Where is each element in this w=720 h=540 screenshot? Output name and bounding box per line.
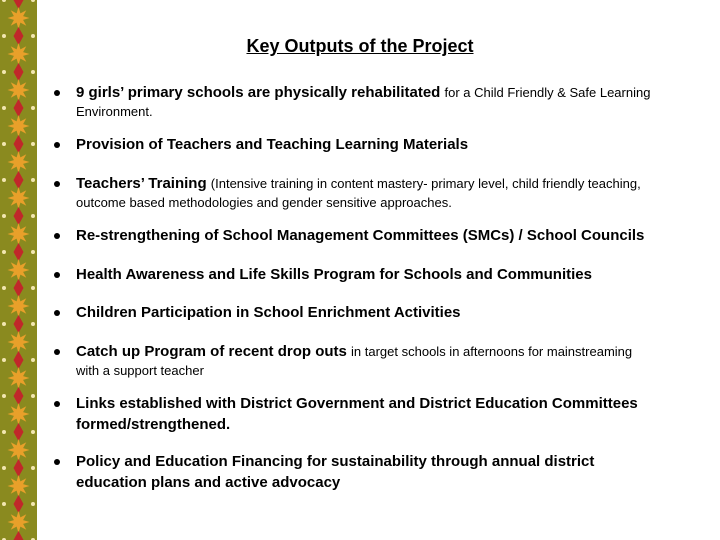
border-diamond (14, 135, 24, 153)
border-diamond (14, 207, 24, 225)
border-dot (31, 106, 35, 110)
bullet-dot (54, 90, 60, 96)
border-star (8, 331, 30, 353)
border-diamond (14, 63, 24, 81)
border-dot (31, 178, 35, 182)
border-star (8, 439, 30, 461)
border-dot (31, 466, 35, 470)
bullet-main-text: Catch up Program of recent drop outs (76, 343, 347, 360)
border-dot (31, 250, 35, 254)
bullet-item-6 (76, 302, 706, 323)
border-diamond (14, 459, 24, 477)
border-star (8, 7, 30, 29)
border-dot (2, 0, 6, 2)
border-diamond (14, 495, 24, 513)
border-star (8, 295, 30, 317)
bullet-main-text-line2: education plans and active advocacy (76, 474, 341, 491)
border-dot (31, 358, 35, 362)
bullet-dot (54, 459, 60, 465)
bullet-dot (54, 233, 60, 239)
bullet-dot (54, 401, 60, 407)
bullet-continuation-text: outcome based methodologies and gender sensitive approaches. (76, 195, 452, 210)
bullet-main-text: Children Participation in School Enrichment Activities (76, 304, 461, 321)
slide-title: Key Outputs of the Project (246, 36, 474, 56)
border-diamond (14, 387, 24, 405)
border-dot (2, 250, 6, 254)
border-star (8, 115, 30, 137)
bullet-main-text-line2: formed/strengthened. (76, 416, 231, 433)
bullet-main-text: Provision of Teachers and Teaching Learning Materials (76, 136, 469, 153)
bullet-continuation-text: Environment. (76, 104, 153, 119)
border-diamond (14, 99, 24, 117)
border-dot (2, 358, 6, 362)
border-dot (31, 142, 35, 146)
border-star (8, 511, 30, 533)
border-star (8, 151, 30, 173)
border-pattern (0, 0, 37, 540)
bullet-dot (54, 272, 60, 278)
border-dot (31, 430, 35, 434)
bullet-main-text: Re-strengthening of School Management Committees (SMCs) / School Councils (76, 227, 645, 244)
border-dot (31, 70, 35, 74)
bullet-dot (54, 349, 60, 355)
bullet-main-text: Health Awareness and Life Skills Program for Schools and Communities (76, 266, 592, 283)
bullet-item-2 (76, 134, 706, 155)
border-dot (2, 142, 6, 146)
border-star (8, 403, 30, 425)
bullet-main-text: 9 girls’ primary schools are physically rehabilitated (76, 84, 441, 101)
bullet-dot (54, 310, 60, 316)
bullet-item-5 (76, 264, 706, 285)
bullet-dot (54, 142, 60, 148)
border-dot (31, 286, 35, 290)
decorative-border (0, 0, 37, 540)
bullet-detail-text: in target schools in afternoons for mainstreaming (351, 344, 633, 359)
bullet-dot (54, 181, 60, 187)
border-dot (2, 322, 6, 326)
bullet-item-9 (76, 451, 706, 493)
bullet-item-8 (76, 393, 706, 435)
bullet-main-text: Policy and Education Financing for sustainability through annual district (76, 453, 595, 470)
bullet-main-text: Teachers’ Training (76, 175, 207, 192)
border-dot (2, 106, 6, 110)
border-star (8, 79, 30, 101)
bullet-main-text: Links established with District Government and District Education Committees (76, 395, 638, 412)
bullet-item-4 (76, 225, 706, 246)
border-star (8, 223, 30, 245)
border-star (8, 367, 30, 389)
bullet-continuation-text: with a support teacher (76, 363, 204, 378)
border-dot (31, 214, 35, 218)
bullet-detail-text: (Intensive training in content mastery- primary level, child friendly teaching, (210, 176, 641, 191)
border-diamond (14, 171, 24, 189)
border-dot (2, 178, 6, 182)
border-diamond (14, 423, 24, 441)
border-diamond (14, 315, 24, 333)
border-dot (2, 214, 6, 218)
border-dot (2, 394, 6, 398)
border-dot (31, 0, 35, 2)
border-star (8, 475, 30, 497)
bullet-item-1 (76, 82, 706, 120)
border-dot (2, 466, 6, 470)
border-diamond (14, 351, 24, 369)
bullet-item-3 (76, 173, 706, 211)
border-star (8, 259, 30, 281)
bullet-detail-text: for a Child Friendly & Safe Learning (444, 85, 651, 100)
bullet-item-7 (76, 341, 706, 379)
border-dot (31, 394, 35, 398)
border-star (8, 187, 30, 209)
border-dot (2, 286, 6, 290)
border-diamond (14, 279, 24, 297)
border-diamond (14, 531, 24, 540)
border-dot (31, 322, 35, 326)
border-dot (2, 70, 6, 74)
border-dot (2, 430, 6, 434)
border-dot (31, 502, 35, 506)
border-diamond (14, 243, 24, 261)
border-dot (2, 502, 6, 506)
